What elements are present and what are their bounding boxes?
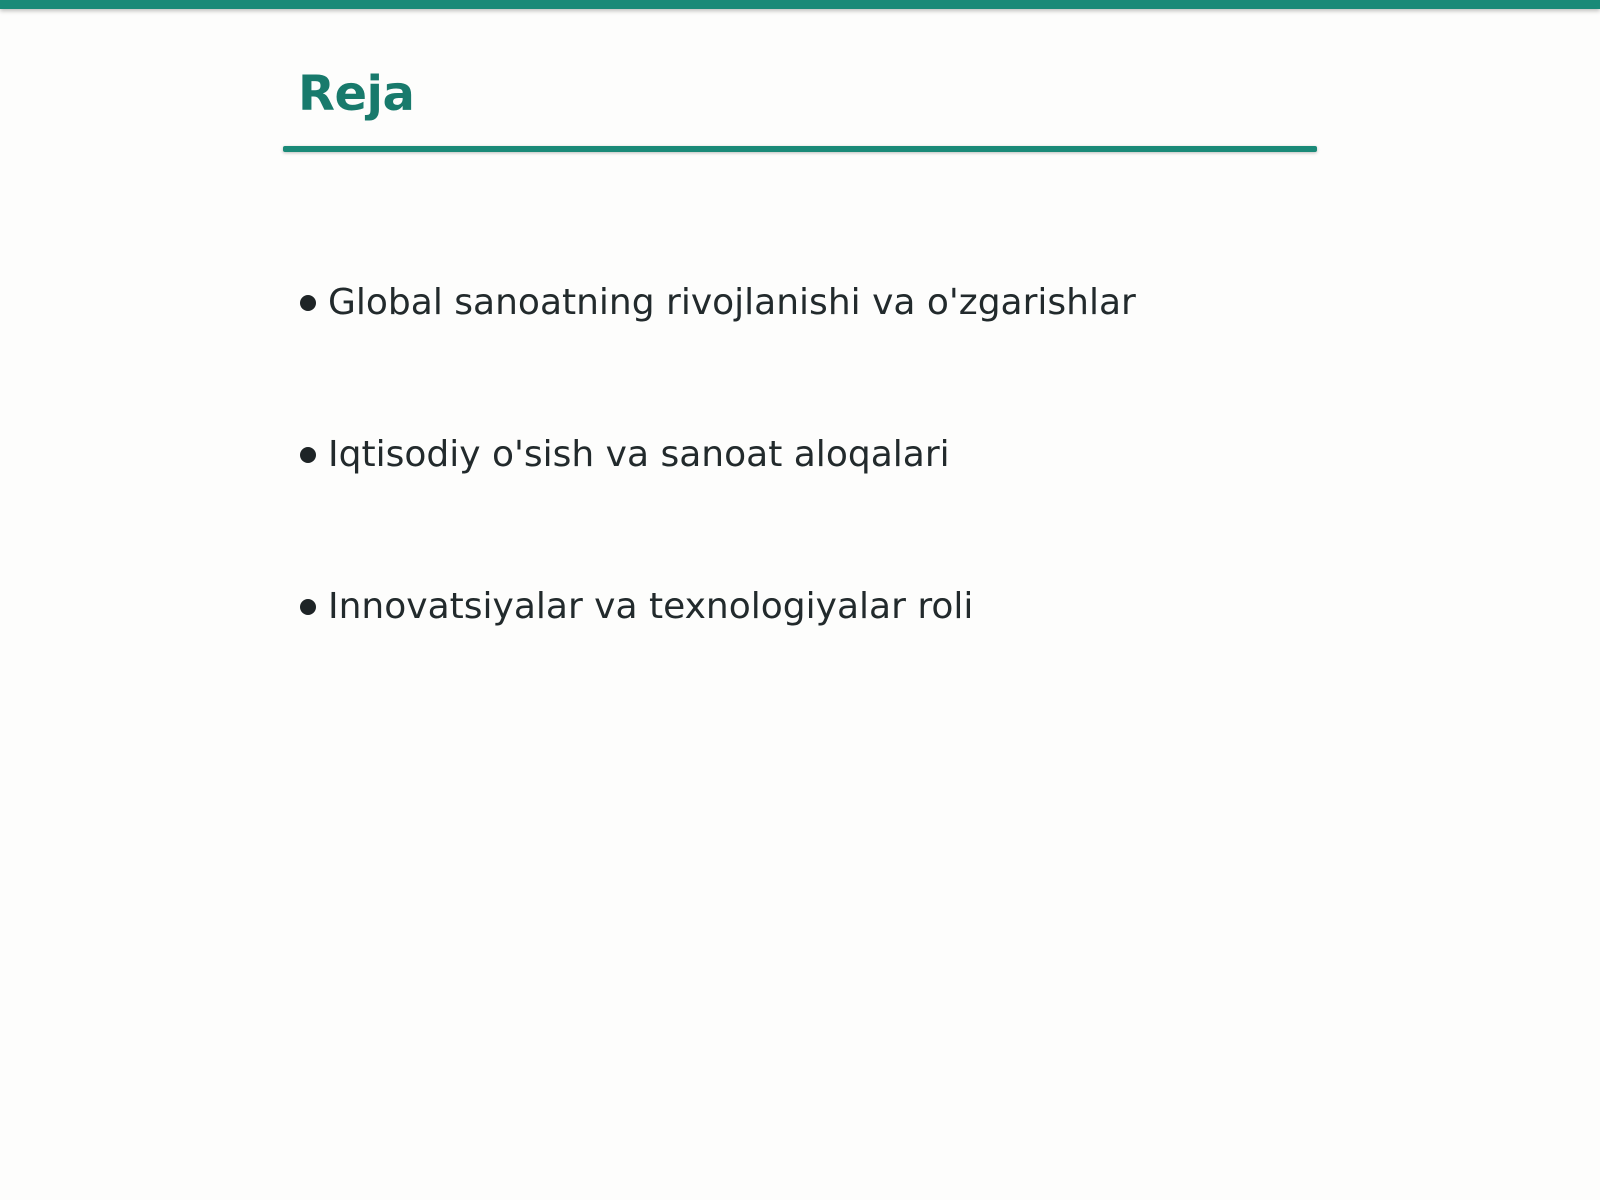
list-item	[300, 433, 950, 476]
bullet-icon	[300, 599, 316, 615]
title-underline	[283, 146, 1317, 152]
bullet-text: Iqtisodiy o'sish va sanoat aloqalari	[328, 434, 950, 475]
bullet-text: Innovatsiyalar va texnologiyalar roli	[328, 586, 974, 627]
bullet-text: Global sanoatning rivojlanishi va o'zgarishlar	[328, 282, 1136, 323]
slide-title: Reja	[298, 66, 415, 122]
list-item	[300, 281, 1136, 324]
bullet-icon	[300, 295, 316, 311]
list-item	[300, 585, 973, 628]
bullet-icon	[300, 447, 316, 463]
top-accent-bar	[0, 0, 1600, 9]
